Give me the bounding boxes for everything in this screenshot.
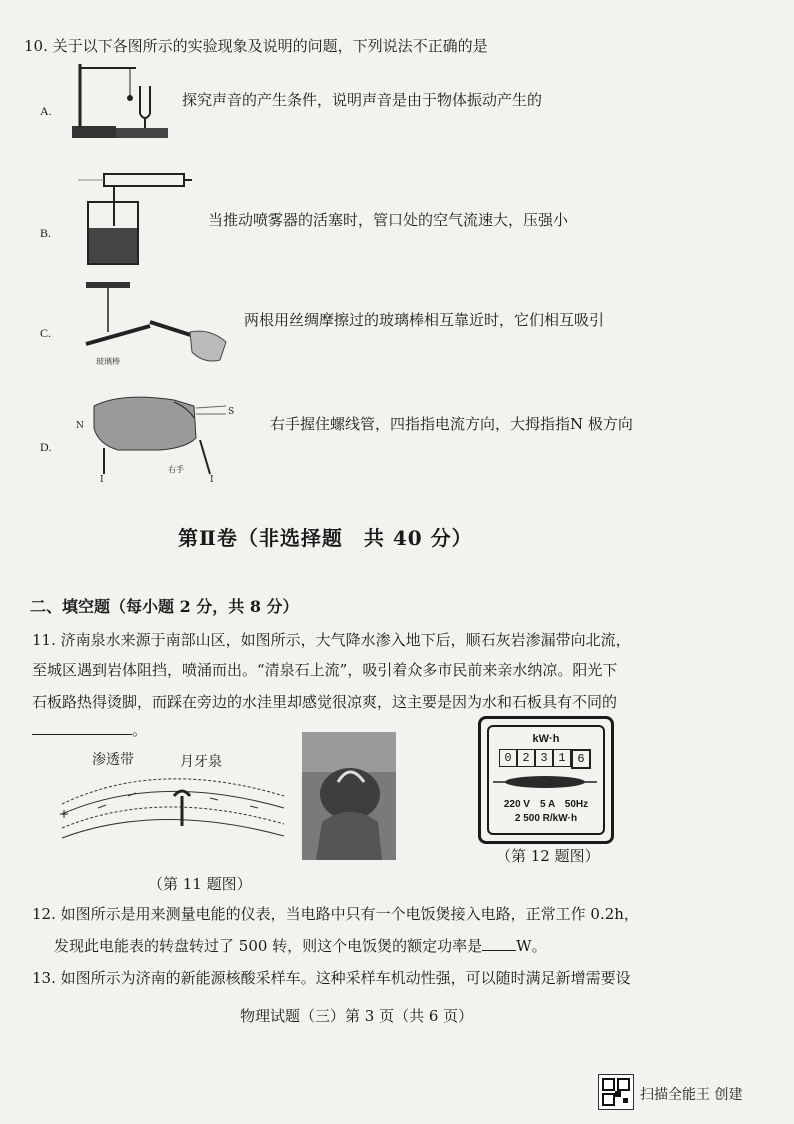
crescent-spring-label: 月牙泉	[180, 754, 222, 770]
q11-line-2: 至城区遇到岩体阻挡，喷涌而出。“清泉石上流”，吸引着众多市民前来亲水纳凉。阳光下	[32, 661, 618, 679]
meter-digit: 3	[535, 749, 553, 767]
q10-stem: 10. 关于以下各图所示的实验现象及说明的问题，下列说法不正确的是	[24, 37, 488, 55]
meter-counter	[499, 749, 591, 769]
q10-option-a-text: 探究声音的产生条件，说明声音是由于物体振动产生的	[182, 91, 543, 109]
meter-digit-decimal: 6	[571, 749, 591, 769]
q10-option-b-letter: B.	[40, 226, 52, 240]
q12-answer-blank[interactable]	[482, 936, 516, 951]
solenoid-hand-figure	[64, 388, 244, 484]
meter-digit: 1	[553, 749, 571, 767]
q11-answer-line: 。	[32, 718, 147, 740]
tuning-fork-figure	[66, 56, 176, 146]
right-hand-label: 右手	[168, 465, 184, 474]
q10-option-d-text: 右手握住螺线管，四指指电流方向，大拇指指N 极方向	[270, 415, 633, 433]
north-pole-label: N	[76, 421, 84, 431]
energy-meter	[478, 716, 614, 844]
meter-spec: 220 V 5 A 50Hz	[503, 799, 589, 810]
q11-answer-blank[interactable]	[32, 718, 132, 735]
meter-digit: 0	[499, 749, 517, 767]
south-pole-label: S	[228, 407, 235, 417]
q11-line-1: 11. 济南泉水来源于南部山区，如图所示，大气降水渗入地下后，顺石灰岩渗漏带向北流，	[32, 631, 631, 649]
q10-option-c-text: 两根用丝绸摩擦过的玻璃棒相互靠近时，它们相互吸引	[244, 311, 605, 329]
q12-line-2: 发现此电能表的转盘转过了 500 转，则这个电饭煲的额定功率是 W。	[54, 937, 547, 955]
q10-option-d-letter: D.	[40, 440, 52, 454]
spring-strata-diagram	[58, 748, 288, 848]
current-label-left: I	[100, 475, 104, 484]
q11-line-3: 石板路热得烫脚，而踩在旁边的水洼里却感觉很凉爽，这主要是因为水和石板具有不同的	[32, 693, 618, 711]
part-two-title: 第Ⅱ卷（非选择题 共 40 分）	[178, 526, 473, 550]
scanner-watermark-text: 扫描全能王 创建	[640, 1087, 743, 1103]
meter-rotor-disc	[493, 773, 597, 791]
glass-rod-label: 玻璃棒	[96, 357, 120, 366]
qr-code-icon	[598, 1074, 634, 1110]
q11-figure-caption: （第 11 题图）	[148, 875, 252, 893]
q10-option-b-text: 当推动喷雾器的活塞时，管口处的空气流速大，压强小	[208, 211, 569, 229]
q13-line-1: 13. 如图所示为济南的新能源核酸采样车。这种采样车机动性强，可以随时满足新增需要设	[32, 969, 631, 987]
q12-figure-caption: （第 12 题图）	[496, 847, 600, 865]
fill-in-section-title: 二、填空题（每小题 2 分，共 8 分）	[30, 597, 299, 616]
meter-unit: kW·h	[532, 733, 560, 745]
q10-option-a-letter: A.	[40, 104, 52, 118]
q10-option-c-letter: C.	[40, 326, 52, 340]
spring-photo	[302, 732, 396, 860]
infiltration-belt-label: 渗透带	[92, 752, 134, 768]
page-footer: 物理试题（三）第 3 页（共 6 页）	[240, 1007, 474, 1025]
meter-digit: 2	[517, 749, 535, 767]
q12-line-1: 12. 如图所示是用来测量电能的仪表，当电路中只有一个电饭煲接入电路，正常工作 0.2h，	[32, 905, 639, 923]
sprayer-figure	[74, 166, 194, 268]
current-label-right: I	[210, 475, 214, 484]
glass-rods-figure	[80, 282, 230, 374]
meter-revolution-rate: 2 500 R/kW·h	[514, 813, 578, 824]
